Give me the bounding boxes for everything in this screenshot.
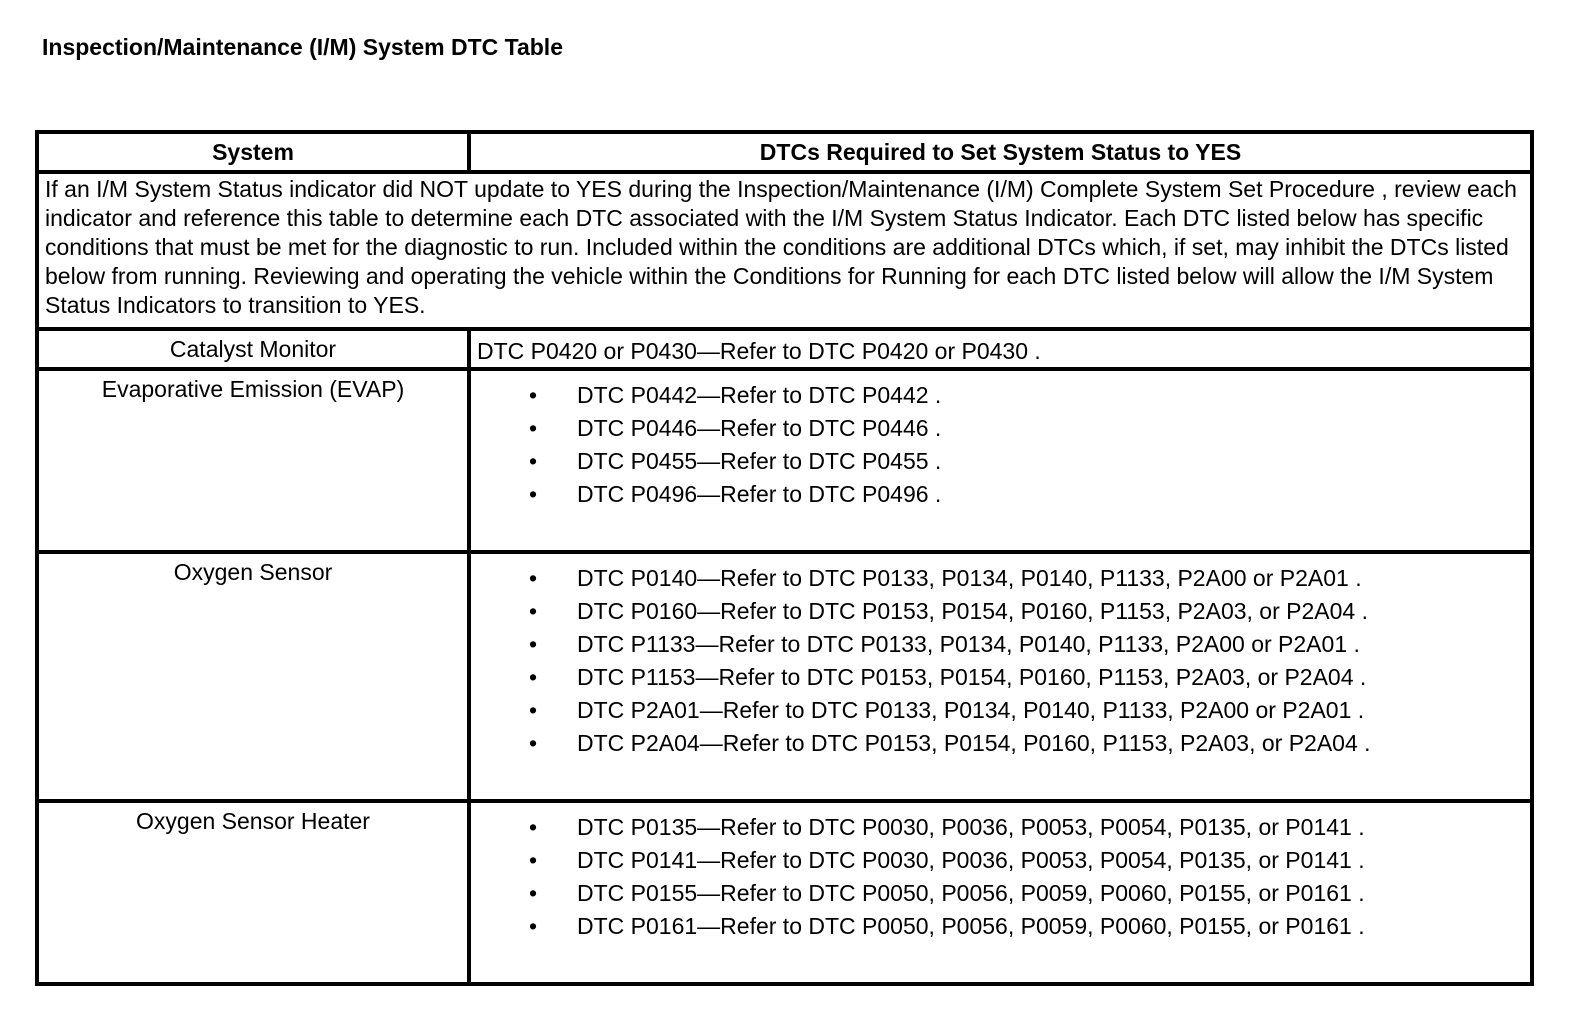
list-item [471,595,1530,628]
bullet-icon: • [529,481,538,507]
bullet-icon: • [529,913,538,939]
table-row [37,369,1532,552]
bullet-icon: • [529,664,538,690]
bullet-icon: • [529,565,538,591]
table-header-row [37,132,1532,172]
list-item [471,694,1530,727]
dtc-item-text: DTC P0455—Refer to DTC P0455 . [577,448,942,474]
list-item [471,478,1530,511]
header-system: System [37,132,469,172]
list-item [471,844,1530,877]
bullet-icon: • [529,382,538,408]
list-item [471,661,1530,694]
im-system-dtc-table [35,130,1534,986]
dtc-list [471,371,1530,511]
dtc-list-cell [469,369,1532,552]
dtc-item-text: DTC P0140—Refer to DTC P0133, P0134, P0140, P1133, P2A00 or P2A01 . [577,565,1362,591]
dtc-item-text: DTC P0155—Refer to DTC P0050, P0056, P0059, P0060, P0155, or P0161 . [577,880,1365,906]
intro-text: If an I/M System Status indicator did NOT update to YES during the Inspection/Maintenance (I/M) Complete System Set Procedure , review each indicator and reference this table to determine each DTC associated with the I/M System Status Indicator. Each DTC listed below has specific conditions that must be met for the diagnostic to run. Included within the conditions are additional DTCs which, if set, may inhibit the DTCs listed below from running. Reviewing and operating the vehicle within the Conditions for Running for each DTC listed below will allow the I/M System Status Indicators to transition to YES. [37,172,1532,329]
bullet-icon: • [529,880,538,906]
bullet-icon: • [529,814,538,840]
dtc-list-cell [469,552,1532,801]
dtc-list [471,554,1530,760]
dtc-item-text: DTC P0135—Refer to DTC P0030, P0036, P0053, P0054, P0135, or P0141 . [577,814,1365,840]
list-item [471,379,1530,412]
dtc-item-text: DTC P0446—Refer to DTC P0446 . [577,415,942,441]
table-row [37,329,1532,369]
bullet-icon: • [529,730,538,756]
bullet-icon: • [529,448,538,474]
page-title: Inspection/Maintenance (I/M) System DTC Table [42,34,563,60]
dtc-item-text: DTC P0160—Refer to DTC P0153, P0154, P0160, P1153, P2A03, or P2A04 . [577,598,1368,624]
dtc-item-text: DTC P2A04—Refer to DTC P0153, P0154, P0160, P1153, P2A03, or P2A04 . [577,730,1371,756]
dtc-item-text: DTC P0496—Refer to DTC P0496 . [577,481,942,507]
dtc-item-text: DTC P0141—Refer to DTC P0030, P0036, P0053, P0054, P0135, or P0141 . [577,847,1365,873]
system-name: Catalyst Monitor [37,329,469,369]
bullet-icon: • [529,415,538,441]
dtc-item-text: DTC P0442—Refer to DTC P0442 . [577,382,942,408]
list-item [471,445,1530,478]
list-item [471,910,1530,943]
dtc-item-text: DTC P1133—Refer to DTC P0133, P0134, P0140, P1133, P2A00 or P2A01 . [577,631,1360,657]
system-name: Evaporative Emission (EVAP) [37,369,469,552]
dtc-item-text: DTC P2A01—Refer to DTC P0133, P0134, P0140, P1133, P2A00 or P2A01 . [577,697,1365,723]
dtc-list-cell [469,801,1532,984]
dtc-item-text: DTC P1153—Refer to DTC P0153, P0154, P0160, P1153, P2A03, or P2A04 . [577,664,1367,690]
system-name: Oxygen Sensor [37,552,469,801]
dtc-item-text: DTC P0161—Refer to DTC P0050, P0056, P0059, P0060, P0155, or P0161 . [577,913,1365,939]
list-item [471,412,1530,445]
table-row [37,801,1532,984]
dtc-text: DTC P0420 or P0430—Refer to DTC P0420 or P0430 . [469,329,1532,369]
header-dtcs: DTCs Required to Set System Status to YES [469,132,1532,172]
bullet-icon: • [529,697,538,723]
list-item [471,811,1530,844]
intro-row [37,172,1532,329]
bullet-icon: • [529,847,538,873]
system-name: Oxygen Sensor Heater [37,801,469,984]
dtc-list [471,803,1530,943]
list-item [471,562,1530,595]
list-item [471,727,1530,760]
list-item [471,628,1530,661]
bullet-icon: • [529,631,538,657]
bullet-icon: • [529,598,538,624]
table-row [37,552,1532,801]
list-item [471,877,1530,910]
